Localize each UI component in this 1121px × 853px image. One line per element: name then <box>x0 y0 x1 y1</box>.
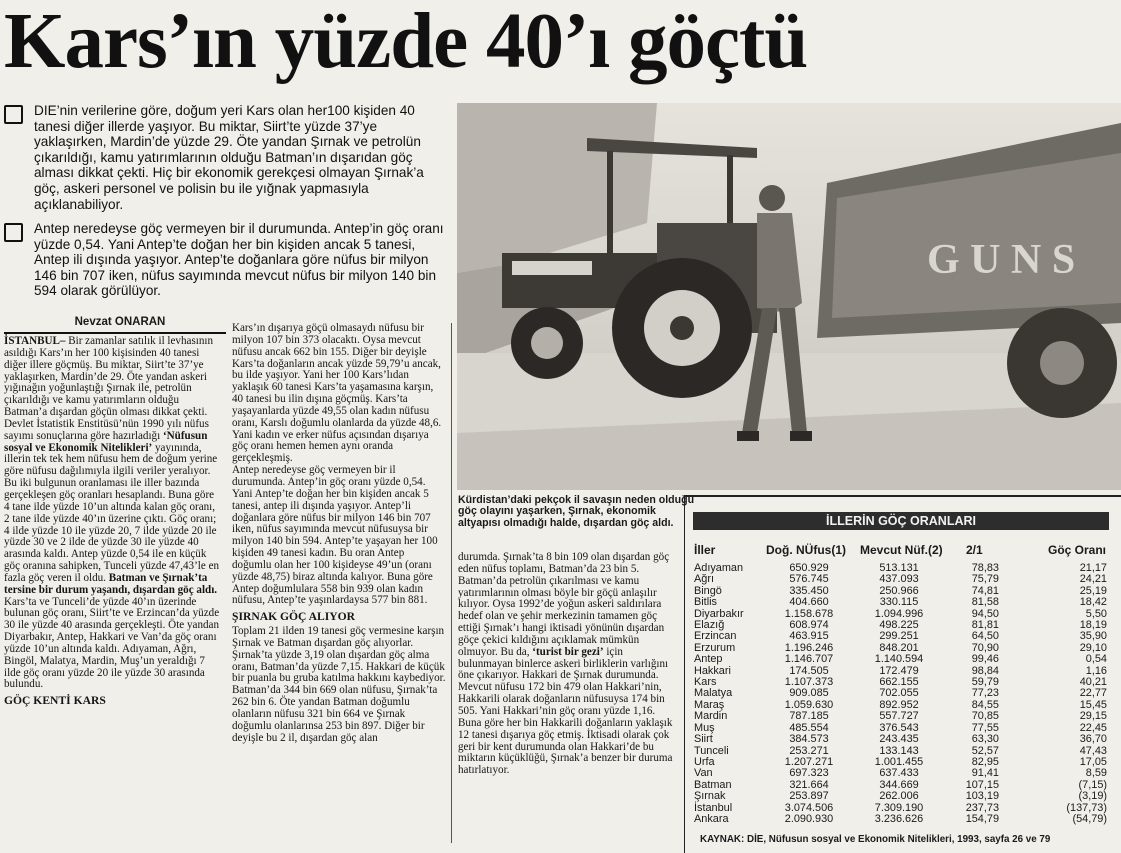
col1-text: Devlet İstatistik Enstitüsü’nün 1990 yılı nüfus sayımı sonuçlarına göre hazırladığı <box>4 417 209 442</box>
table-row <box>694 597 1107 608</box>
bullet-box-icon <box>4 223 23 242</box>
table-cell: 253.271 <box>789 744 829 757</box>
table-cell: 35,90 <box>1079 630 1107 643</box>
table-cell: 82,95 <box>971 755 999 768</box>
col1-text: Bir zamanlar satılık il levhasının asıldığı Kars’ın her 100 kişisinden 40 tanesi diğer illere göçmüş. Bu miktar, Siirt’te 37’ye yaklaşırken, Mardin’de 29. Öte yandan askeri yığınağın yoğunlaştığı Şırnak ile, petrolün çıkarıldığı ve kamu yatırımların olduğu Batman’a dışardan göçün olması dikkat çekti. <box>4 335 214 419</box>
table-cell: Maraş <box>694 698 725 711</box>
table-cell: 299.251 <box>879 630 919 643</box>
byline: Nevzat ONARAN <box>74 316 166 328</box>
table-cell: 18,42 <box>1079 596 1107 609</box>
table-cell: Adıyaman <box>694 562 744 574</box>
intro-bullet-text: Antep neredeyse göç vermeyen bir il durumunda. Antep’in göç oranı yüzde 0,54. Yani Antep’te doğan her bin kişiden ancak 5 tanesi, Antep ili dışında yaşıyor. Antep’te doğanlara göre nüfus bir milyon 146 bin 707 iken, nüfus sayımında mevcut nüfus bir milyon 140 bin 594 olarak görülüyor. <box>34 221 444 299</box>
table-cell: Şırnak <box>694 790 726 803</box>
table-cell: 21,17 <box>1079 562 1107 574</box>
table-cell: 36,70 <box>1079 733 1107 746</box>
table-cell: 330.115 <box>879 596 919 609</box>
table-cell: (7,15) <box>1078 778 1107 791</box>
table-cell: 174.505 <box>789 664 829 677</box>
table-cell: 99,46 <box>971 653 999 666</box>
table-row <box>694 768 1107 779</box>
table-cell: 22,45 <box>1079 721 1107 734</box>
table-cell: 376.543 <box>879 721 919 734</box>
table-cell: 77,23 <box>971 687 999 700</box>
table-cell: 344.669 <box>879 778 919 791</box>
table-cell: 70,90 <box>971 641 999 654</box>
table-cell: 662.155 <box>879 676 919 689</box>
table-cell: 17,05 <box>1079 755 1107 768</box>
col1-emphasis: Batman ve Şırnak’ta tersine bir durum yaşandı, dışardan göç aldı. <box>4 571 218 596</box>
headline: Kars’ın yüzde 40’ı göçtü <box>4 0 808 85</box>
table-cell: Kars <box>694 676 717 689</box>
table-cell: Elazığ <box>694 619 725 632</box>
table-cell: 0,54 <box>1085 653 1107 666</box>
table-cell: 15,45 <box>1079 698 1107 711</box>
table-cell: 64,50 <box>971 630 999 643</box>
table-cell: 18,19 <box>1079 619 1107 632</box>
table-header-dogum-nufus: Doğ. NÜfus(1) <box>766 543 846 557</box>
table-cell: 513.131 <box>879 562 919 574</box>
table-cell: 892.952 <box>879 698 919 711</box>
table-cell: (137,73) <box>1066 801 1107 814</box>
table-cell: 335.450 <box>789 584 829 597</box>
table-cell: 1.059.630 <box>784 698 834 711</box>
news-photo <box>457 103 1121 490</box>
table-cell: 321.664 <box>789 778 829 791</box>
table-cell: 1.140.594 <box>874 653 924 666</box>
dateline: İSTANBUL– <box>4 335 66 347</box>
table-cell: 59,79 <box>971 676 999 689</box>
article-column-1 <box>4 336 222 710</box>
table-cell: Tunceli <box>694 744 729 757</box>
table-cell: 25,19 <box>1079 584 1107 597</box>
table-cell: 74,81 <box>971 584 999 597</box>
table-cell: Urfa <box>694 755 715 768</box>
table-cell: Mardin <box>694 710 728 723</box>
publication-name: ‘Nüfusun sosyal ve Ekonomik Nitelikleri’ <box>4 429 208 454</box>
photo-caption: Kürdistan’daki pekçok il savaşın neden olduğu göç olayını yaşarken, Şırnak, ekonomik altyapısı olmadığı halde, dışardan göç aldı. <box>458 494 695 529</box>
subhead-sirnak-goc-aliyor: ŞIRNAK GÖÇ ALIYOR <box>232 610 356 624</box>
table-cell: 1.146.707 <box>784 653 834 666</box>
table-cell: 52,57 <box>971 744 999 757</box>
table-header-goc-orani: Göç Oranı <box>1048 543 1107 557</box>
table-cell: 702.055 <box>879 687 919 700</box>
table-cell: 262.006 <box>879 790 919 803</box>
table-cell: 3.074.506 <box>784 801 834 814</box>
table-row <box>694 711 1107 722</box>
table-cell: 1.207.271 <box>784 755 834 768</box>
table-cell: 107,15 <box>965 778 999 791</box>
table-cell: 463.915 <box>789 630 829 643</box>
table-cell: 909.085 <box>789 687 829 700</box>
col3-emphasis: ‘turist bir gezi’ <box>532 645 604 658</box>
table-cell: Bitlis <box>694 596 717 609</box>
table-cell: 22,77 <box>1079 687 1107 700</box>
table-cell: 154,79 <box>965 812 999 825</box>
table-cell: 1.001.455 <box>874 755 924 768</box>
table-cell: 63,30 <box>971 733 999 746</box>
col1-para-1 <box>4 336 222 419</box>
table-cell: 47,43 <box>1079 744 1107 757</box>
table-cell: Diyarbakır <box>694 607 744 620</box>
col1-para-2 <box>4 419 222 597</box>
table-cell: 24,21 <box>1079 573 1107 586</box>
table-row <box>694 734 1107 745</box>
intro-bullet <box>4 103 452 212</box>
table-cell: 787.185 <box>789 710 829 723</box>
table-cell: 557.727 <box>879 710 919 723</box>
table-cell: 84,55 <box>971 698 999 711</box>
table-cell: 103,19 <box>965 790 999 803</box>
table-cell: (3,19) <box>1078 790 1107 803</box>
subhead-goc-kenti-kars: GÖÇ KENTİ KARS <box>4 694 106 708</box>
col1-text: yayınında, illerin tek tek hem nüfusu hem de doğum yerine göre nüfusu dağılımıyla ilgili veriler yeralıyor. Bu iki bulgunun oranlaması ile iller bazında gerçekleşen göç oranları hesaplandı. Buna göre 4 tane ilde yüzde 10’un altında kalan göç oranı, 2 tane ilde yüzde 40’ın üzerine çıktı. Göç oranı; 4 ilde yüzde 10 ile yüzde 20, 7 ilde yüzde 20 ile yüzde 30 ve 2 ilde de yüzde 30 ile yüzde 40 arasında kaldı. Antep yüzde 0,54 ile en küçük göç oranına sahipken, Tunceli yüzde 47,43’le en fazla göç veren il oldu. <box>4 441 220 584</box>
table-cell: 253.897 <box>789 790 829 803</box>
table-cell: 1.196.246 <box>784 641 834 654</box>
column-divider <box>451 323 452 843</box>
table-cell: 7.309.190 <box>874 801 924 814</box>
bullet-box-icon <box>4 105 23 124</box>
table-cell: 498.225 <box>879 619 919 632</box>
table-cell: 384.573 <box>789 733 829 746</box>
table-cell: Siirt <box>694 733 713 746</box>
table-cell: 70,85 <box>971 710 999 723</box>
table-cell: 75,79 <box>971 573 999 586</box>
col1-para-3: Kars’ta ve Tunceli’de yüzde 40’ın üzerinde bulunan göç oranı, Siirt’te ve Erzincan’da yüzde 30 ile yüzde 40 arasında gerçekleşti. Öte yandan Diyarbakır, Antep, Hakkari ve Van’da göç oranı yüzde 10’un altında kaldı. Adıyaman, Ağrı, Bingöl, Malatya, Mardin, Muş’un yeraldığı 7 ilde göç oranı yüzde 20 ile yüzde 30 arasında bulundu. <box>4 595 220 691</box>
table-cell: İstanbul <box>694 801 733 814</box>
table-cell: 404.660 <box>789 596 829 609</box>
table-cell: 81,81 <box>971 619 999 632</box>
col2-para-3: Toplam 21 ilden 19 tanesi göç vermesine karşın Şırnak ve Batman dışardan göç alıyorlar. Şırnak’ta yüzde 3,19 olan dışardan göç alma oranı, Batman’da yüzde 7,15. Hakkari de küçük bir puanla bu gruba katılma hakkını kaybediyor. Batman’da 344 bin 669 olan nüfusu, Şırnak’ta 262 bin 6. Öte yandan Batman doğumlu olanların nüfusu 321 bin 664 ve Şırnak doğumlu olanlarınsa 253 bin 897. Diğer bir deyişle bu 2 il, dışardan göç alan <box>232 625 446 744</box>
col3-text: için bulunmayan binlerce askeri birliklerin varlığını öne çıkarıyor. Hakkari de Şırnak durumunda. Mevcut nüfusu 172 bin 479 olan Hakkari’nin, Hakkarili olarak doğanların nüfusuysa 174 bin 505. Yani Hakkari’nin göç oranı yüzde 1,16. Buna göre her bin Hakkarili doğanların yaklaşık 12 tanesi dışarıya göç etmiş. İktisadi olarak çok geri bir kent durumunda olan Hakkari’de bu miktarın küçüklüğü, Şırnak’a benzer bir duruma hatırlatıyor. <box>458 645 673 777</box>
table-row <box>694 791 1107 802</box>
table-cell: Antep <box>694 653 723 666</box>
col2-para-2: Antep neredeyse göç vermeyen bir il durumunda. Antep’in göç oranı yüzde 0,54. Yani Antep’te doğan her bin kişiden ancak 5 tanesi, antep ili dışında yaşıyor. Antep’li doğanlara göre nüfus bir milyon 146 bin 707 iken, nüfus sayımında mevcut nüfusuysa bir milyon 140 bin 594. Antep’te yaşayan her 100 kişiden 49 tanesi kadın. Bu oran Antep doğumlu olan her 100 kişideyse 49’un (oranı yüzde 48,75) biraz altında kalıyor. Buna göre Antep doğumlulara 558 bin 939 olan kadın nüfusu, Antep’te yaşınlardaysa 577 bin 881. <box>232 464 438 607</box>
table-cell: Batman <box>694 778 732 791</box>
table-title: İLLERİN GÖÇ ORANLARI <box>693 512 1109 530</box>
table-cell: Hakkari <box>694 664 731 677</box>
table-cell: Malatya <box>694 687 733 700</box>
table-row <box>694 654 1107 665</box>
table-cell: 2.090.930 <box>784 812 834 825</box>
photo-scene <box>457 103 1121 490</box>
table-cell: 650.929 <box>789 562 829 574</box>
table-cell: Erzurum <box>694 641 736 654</box>
migration-table <box>694 563 1107 825</box>
col3-text: durumda. Şırnak’ta 8 bin 109 olan dışardan göç eden nüfus toplamı, Batman’da 23 bin 5. Batman’da petrolün çıkarılması ve kamu yatırımlarının olması böyle bir göçü anlaşılır kılıyor. Oysa 1992’de yoğun askeri saldırılara hedef olan ve şehir merkezinin tamamen göç ettiği Şırnak’ı hangi iktisadi yönünün dışardan göçe çekici kıldığını açıklamak mümkün olmuyor. Bu da, <box>458 551 670 658</box>
table-cell: 608.974 <box>789 619 829 632</box>
table-cell: 1.094.996 <box>874 607 924 620</box>
table-cell: 437.093 <box>879 573 919 586</box>
intro-bullet <box>4 221 452 299</box>
table-cell: 1.158.678 <box>784 607 834 620</box>
table-cell: 3.236.626 <box>874 812 924 825</box>
article-column-3 <box>458 552 678 777</box>
table-cell: Ağrı <box>694 573 714 586</box>
table-cell: 91,41 <box>971 767 999 780</box>
table-cell: Ankara <box>694 812 729 825</box>
table-cell: 237,73 <box>965 801 999 814</box>
table-cell: Muş <box>694 721 715 734</box>
table-cell: 697.323 <box>789 767 829 780</box>
table-cell: 848.201 <box>879 641 919 654</box>
table-cell: Bingö <box>694 584 722 597</box>
table-cell: 1.107.373 <box>784 676 834 689</box>
table-cell: 250.966 <box>879 584 919 597</box>
trailer-lettering: G U N S <box>927 237 1076 283</box>
table-cell: 29,15 <box>1079 710 1107 723</box>
col2-para-1: Kars’ın dışarıya göçü olmasaydı nüfusu bir milyon 107 bin 373 olacaktı. Oysa mevcut nüfusu ancak 662 bin 155. Diğer bir deyişle Kars’ta doğanların ancak yüzde 59,79’u ancak, bu ilde yaşıyor. Yani her 100 Kars’lıdan yaklaşık 60 tanesi Kars’ta yaşamasına karşın, 40 tanesi bu ilin dışına göçmüş. Kars’ta yaşayanlarda yüzde 49,55 olan kadın nüfusu oranı, Karslı doğumlu olanlarda da yüzde 48,6. Yani kadın ve erker nüfus açısından dışarıya göç oranı hemen hemen aynı oranda gerçekleşmiş. <box>232 322 442 465</box>
table-cell: 5,50 <box>1085 607 1107 620</box>
article-column-2 <box>232 323 446 745</box>
table-cell: 8,59 <box>1085 767 1107 780</box>
table-cell: 637.433 <box>879 767 919 780</box>
table-header-iller: İller <box>694 543 716 557</box>
table-cell: 172.479 <box>879 664 919 677</box>
table-cell: Van <box>694 767 713 780</box>
intro-bullet-text: DIE’nin verilerine göre, doğum yeri Kars olan her100 kişiden 40 tanesi diğer illerde yaşıyor. Bu miktar, Siirt’te yüzde 37’ye yaklaşırken, Mardin’de yüzde 29. Öte yandan Şırnak ve petrolün çıkarıldığı, kamu yatırımlarının olduğu Batman’ın dışarıdan göç alması dikkat çekti. Hiç bir ekonomik gerekçesi olmayan Şırnak’a göç, askeri personel ve polisin bu ile yığnak yapmasıyla açıklanabiliyor. <box>34 103 424 212</box>
table-header-mevcut-nufus: Mevcut Nüf.(2) <box>860 543 943 557</box>
col3-para <box>458 552 678 777</box>
table-cell: 243.435 <box>879 733 919 746</box>
table-header-ratio: 2/1 <box>966 543 983 557</box>
table-cell: 98,84 <box>971 664 999 677</box>
table-cell: (54,79) <box>1072 812 1107 825</box>
table-cell: 133.143 <box>879 744 919 757</box>
table-cell: 1,16 <box>1085 664 1107 677</box>
table-cell: 576.745 <box>789 573 829 586</box>
table-cell: 94,50 <box>971 607 999 620</box>
table-row <box>694 814 1107 825</box>
table-source: KAYNAK: DİE, Nüfusun sosyal ve Ekonomik Nitelikleri, 1993, sayfa 26 ve 79 <box>700 834 1051 845</box>
table-cell: Erzincan <box>694 630 737 643</box>
table-cell: 29,10 <box>1079 641 1107 654</box>
table-cell: 81,58 <box>971 596 999 609</box>
table-cell: 485.554 <box>789 721 829 734</box>
byline-rule <box>4 332 226 334</box>
table-cell: 77,55 <box>971 721 999 734</box>
table-cell: 78,83 <box>971 562 999 574</box>
table-cell: 40,21 <box>1079 676 1107 689</box>
